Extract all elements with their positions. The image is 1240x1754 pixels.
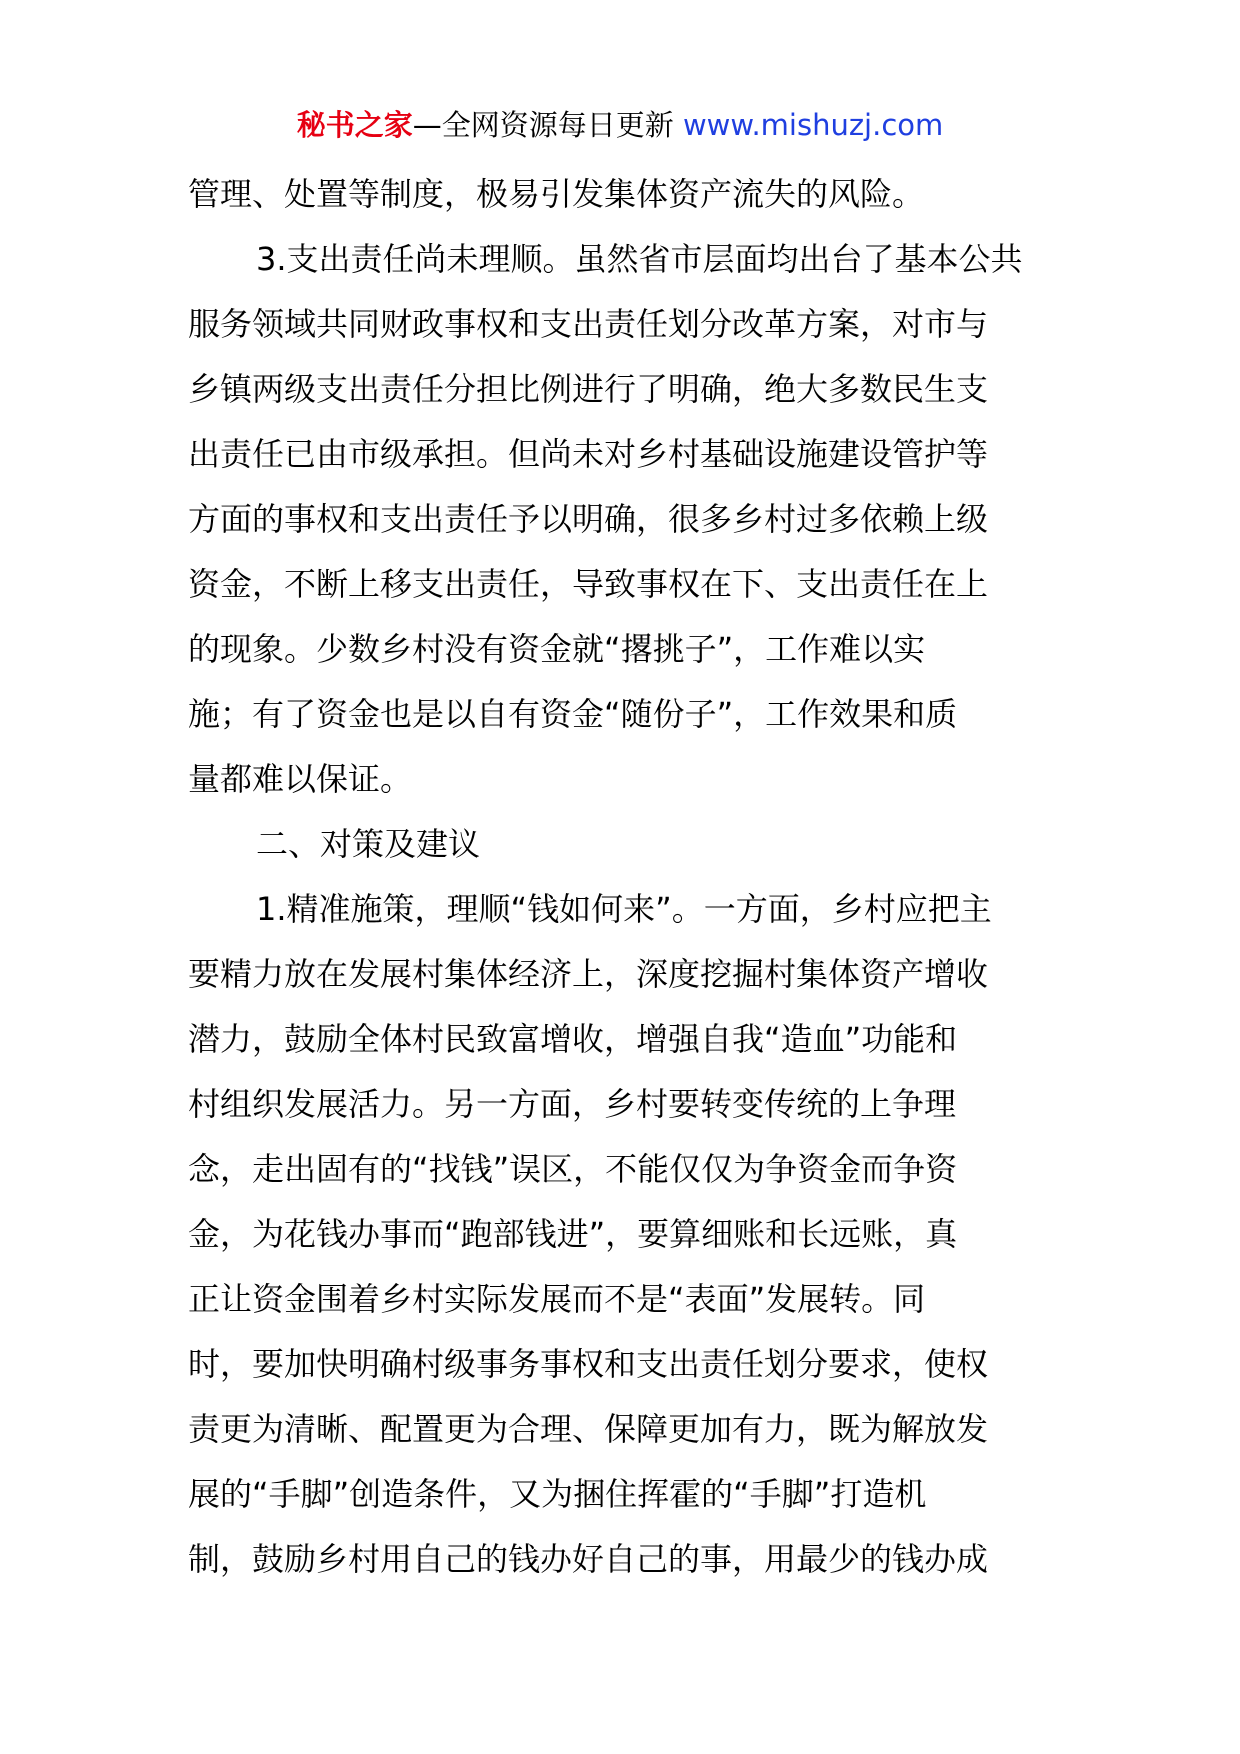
- site-header: [0, 100, 1240, 150]
- text-line: 量都难以保证。: [188, 760, 413, 798]
- text-line: 资金，不断上移支出责任，导致事权在下、支出责任在上: [188, 565, 989, 603]
- text-line: 制，鼓励乡村用自己的钱办好自己的事，用最少的钱办成: [188, 1540, 989, 1578]
- site-slogan: —全网资源每日更新: [412, 108, 683, 142]
- text-line: 乡镇两级支出责任分担比例进行了明确，绝大多数民生支: [188, 370, 989, 408]
- text-line: 展的“手脚”创造条件，又为捆住挥霍的“手脚”打造机: [188, 1475, 927, 1513]
- section-heading: 二、对策及建议: [256, 825, 481, 863]
- text-line: 时，要加快明确村级事务事权和支出责任划分要求，使权: [188, 1345, 989, 1383]
- brand-name: 秘书之家: [296, 108, 413, 142]
- text-line: 责更为清晰、配置更为合理、保障更加有力，既为解放发: [188, 1410, 989, 1448]
- text-line: 施；有了资金也是以自有资金“随份子”，工作效果和质: [188, 695, 958, 733]
- text-line: 金，为花钱办事而“跑部钱进”，要算细账和长远账，真: [188, 1215, 958, 1253]
- text-line: 要精力放在发展村集体经济上，深度挖掘村集体资产增收: [188, 955, 989, 993]
- text-line: 念，走出固有的“找钱”误区，不能仅仅为争资金而争资: [188, 1150, 958, 1188]
- site-url-link[interactable]: www.mishuzj.com: [682, 108, 944, 142]
- text-line: 管理、处置等制度，极易引发集体资产流失的风险。: [188, 175, 925, 213]
- text-line: 出责任已由市级承担。但尚未对乡村基础设施建设管护等: [188, 435, 989, 473]
- text-line: 的现象。少数乡村没有资金就“撂挑子”，工作难以实: [188, 630, 926, 668]
- text-line: 正让资金围着乡村实际发展而不是“表面”发展转。同: [188, 1280, 926, 1318]
- text-line: 村组织发展活力。另一方面，乡村要转变传统的上争理: [188, 1085, 957, 1123]
- document-body: [188, 162, 1062, 1592]
- paragraph-start-line: 1.精准施策，理顺“钱如何来”。一方面，乡村应把主: [256, 890, 992, 928]
- text-line: 潜力，鼓励全体村民致富增收，增强自我“造血”功能和: [188, 1020, 958, 1058]
- paragraph-start-line: 3.支出责任尚未理顺。虽然省市层面均出台了基本公共: [256, 240, 1023, 278]
- text-line: 服务领域共同财政事权和支出责任划分改革方案，对市与: [188, 305, 989, 343]
- text-line: 方面的事权和支出责任予以明确，很多乡村过多依赖上级: [188, 500, 989, 538]
